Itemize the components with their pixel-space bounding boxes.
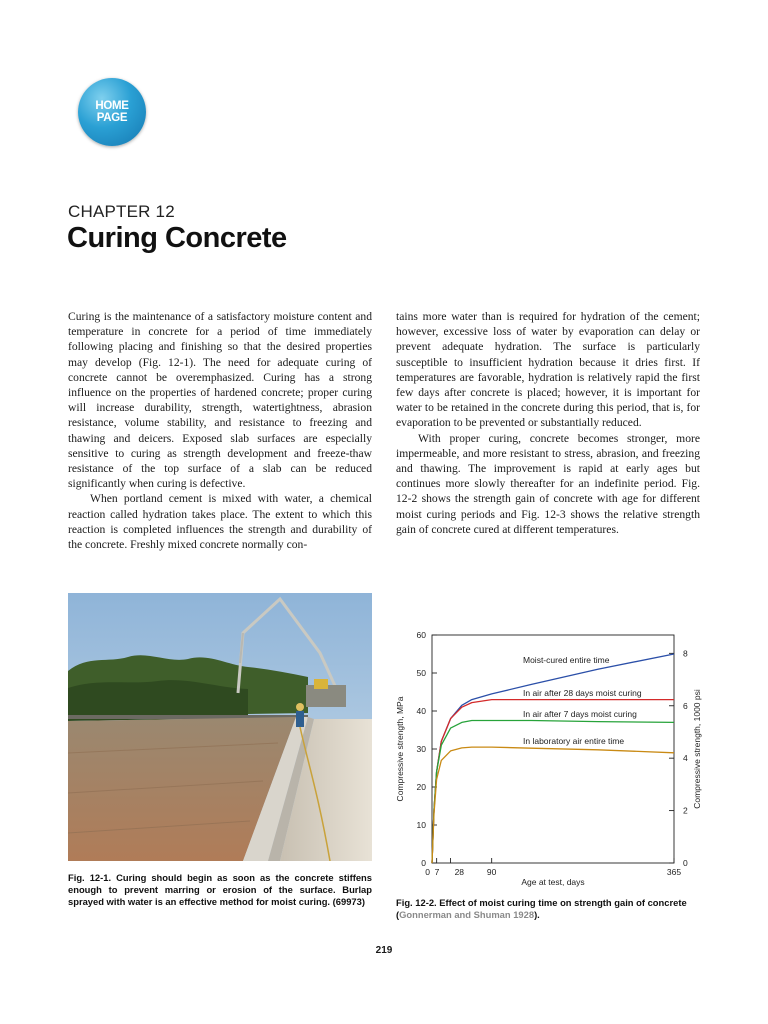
y2-tick-label: 8 [683, 648, 688, 659]
series-line [432, 700, 674, 863]
home-page-label-line2: PAGE [96, 112, 128, 124]
y-tick-label: 20 [416, 782, 426, 792]
y2-tick-label: 4 [683, 753, 688, 764]
page-number: 219 [375, 945, 393, 956]
chapter-label: CHAPTER 12 [68, 202, 175, 221]
body-column-left [68, 309, 372, 552]
y-tick-label: 60 [416, 630, 426, 640]
y-tick-label: 30 [416, 744, 426, 754]
series-line [432, 654, 674, 863]
y-tick-label: 40 [416, 706, 426, 716]
caption-reference-link[interactable]: Gonnerman and Shuman 1928 [399, 909, 535, 921]
body-paragraph: Curing is the maintenance of a satisfactory moisture content and temperature in concrete for a period of time immediately following placing and finishing so that the desired properties may develop (Fig. 12-1). The need for adequate curing of concrete cannot be overemphasized. Curing has a strong influence on the properties of hardened concrete; proper curing will increase durability, strength, watertightness, abrasion resistance, volume stability, and resistance to freezing and thawing and deicers. Exposed slab surfaces are especially sensitive to curing as strength development and freeze-thaw resistance of the top surface of a slab can be reduced significantly when curing is defective. [68, 310, 372, 491]
x-tick-label: 0 [425, 867, 430, 877]
y2-tick-label: 2 [683, 805, 688, 816]
y-tick-label: 10 [416, 820, 426, 830]
x-tick-label: 365 [666, 867, 682, 877]
figure-12-2-chart [380, 625, 710, 893]
series-label: In air after 28 days moist curing [523, 688, 642, 698]
x-tick-label: 90 [486, 867, 497, 877]
y-tick-label: 50 [416, 668, 426, 678]
body-paragraph: When portland cement is mixed with water, a chemical reaction called hydration takes place. The extent to which this reaction is completed influences the strength and durability of the concrete. Freshly mixed concrete normally con- [68, 492, 372, 552]
series-line [432, 747, 674, 863]
series-label: In air after 7 days moist curing [523, 709, 637, 719]
body-paragraph: tains more water than is required for hydration of the cement; however, excessive loss of water by evaporation can delay or prevent adequate hydration. The surface is particularly susceptible to insufficient hydration because it dries first. If temperatures are favorable, hydration is relatively rapid the first few days after concrete is placed; however, it is important for water to be retained in the concrete during this period, that is, for evaporation to be prevented or substantially reduced. [396, 310, 700, 430]
series-label: In laboratory air entire time [523, 736, 625, 746]
series-label: Moist-cured entire time [523, 655, 610, 665]
x-tick-label: 7 [434, 867, 440, 877]
y-tick-label: 0 [421, 858, 426, 868]
figure-12-2-caption [396, 897, 704, 921]
body-column-right [396, 309, 700, 537]
home-page-label-line1: HOME [95, 100, 129, 112]
figure-12-1-photo [68, 593, 372, 861]
y2-tick-label: 0 [683, 858, 688, 868]
caption-end: ). [534, 909, 540, 921]
home-page-button[interactable] [78, 78, 146, 146]
figure-12-1-caption: Fig. 12-1. Curing should begin as soon as the concrete stiffens enough to prevent marring or erosion of the surface. Burlap sprayed with water is an effective method for moist curing. (69973) [68, 872, 372, 908]
x-tick-label: 28 [454, 867, 465, 877]
chapter-title: Curing Concrete [67, 222, 287, 254]
y2-axis-label: Compressive strength, 1000 psi [692, 689, 702, 809]
x-axis-label: Age at test, days [521, 877, 585, 887]
body-paragraph: With proper curing, concrete becomes stronger, more impermeable, and more resistant to stress, abrasion, and freezing and thawing. The improvement is rapid at early ages but continues more slowly thereafter for an indefinite period. Fig. 12-2 shows the strength gain of concrete with age for different moist curing periods and Fig. 12-3 shows the relative strength gain of concrete cured at different temperatures. [396, 431, 700, 536]
y-axis-label: Compressive strength, MPa [395, 696, 405, 802]
caption-main: Fig. 12-2. Effect of moist curing time on strength gain of concrete ( [396, 897, 687, 921]
y2-tick-label: 6 [683, 700, 688, 711]
